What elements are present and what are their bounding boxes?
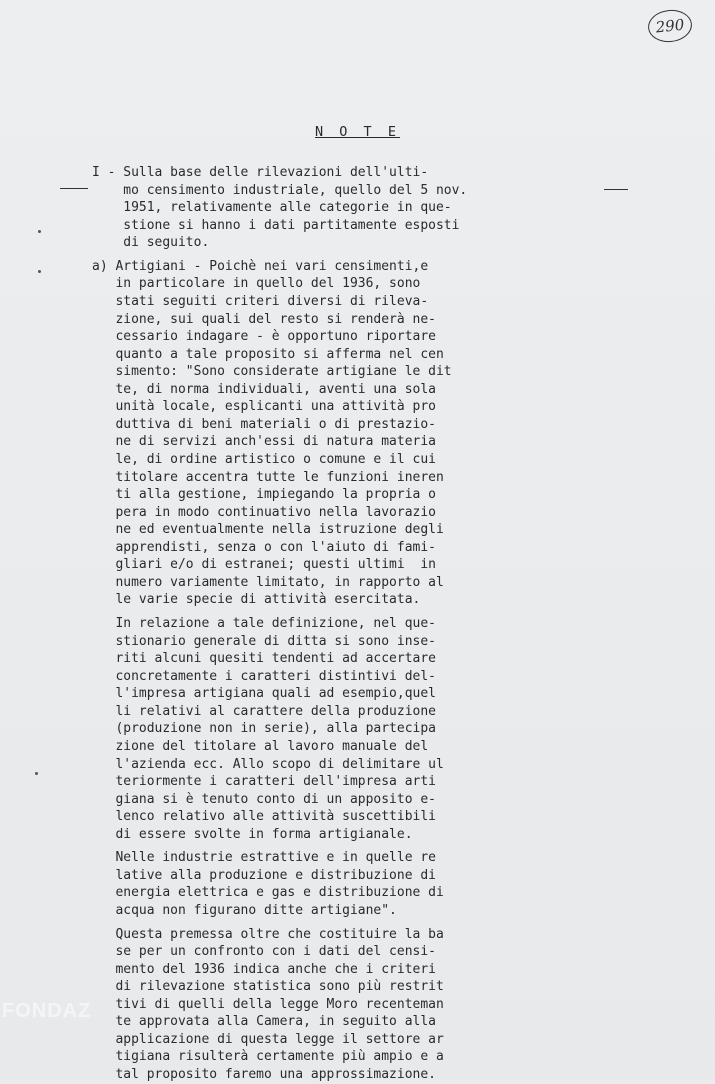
text-line: di rilevazione statistica sono più restrit xyxy=(92,979,444,995)
text-line: ne ed eventualmente nella istruzione degli xyxy=(92,522,444,538)
text-line: a) Artigiani - Poichè nei vari censimenti,e xyxy=(92,258,429,274)
text-line: simento: "Sono considerate artigiane le dit xyxy=(92,364,452,380)
text-line: teriormente i caratteri dell'impresa arti xyxy=(92,774,436,789)
text-line: lative alla produzione e distribuzione di xyxy=(92,867,436,883)
text-line: tivi di quelli della legge Moro recenteman xyxy=(92,996,444,1012)
page-number-stamp: 290 xyxy=(646,8,693,44)
text-line: apprendisti, senza o con l'aiuto di fami- xyxy=(92,539,436,555)
text-line: di essere svolte in forma artigianale. xyxy=(92,826,413,842)
text-line: tigiana risulterà certamente più ampio e a xyxy=(92,1049,444,1065)
margin-speck xyxy=(38,270,41,273)
text-line: I - Sulla base delle rilevazioni dell'ulti- xyxy=(92,165,429,180)
text-line: te approvata alla Camera, in seguito alla xyxy=(92,1014,436,1030)
page-title: N O T E xyxy=(315,124,400,140)
text-line: se per un confronto con i dati del censi- xyxy=(92,944,436,960)
text-line: stione si hanno i dati partitamente esposti xyxy=(92,217,460,233)
text-line: zione del titolare al lavoro manuale del xyxy=(92,738,429,754)
text-line: (produzione non in serie), alla partecipa xyxy=(92,721,436,737)
text-line: 1951, relativamente alle categorie in que- xyxy=(92,200,452,216)
text-line: Nelle industrie estrattive e in quelle re xyxy=(92,850,436,866)
right-margin-dash xyxy=(604,189,628,190)
text-line: ne di servizi anch'essi di natura materia xyxy=(92,434,436,450)
text-line: stati seguiti criteri diversi di rileva- xyxy=(92,293,429,309)
text-line: acqua non figurano ditte artigiane". xyxy=(92,903,397,918)
text-line: ti alla gestione, impiegando la propria o xyxy=(92,487,436,503)
text-line: applicazione di questa legge il settore ar xyxy=(92,1031,444,1047)
text-line: stionario generale di ditta si sono inse- xyxy=(92,633,436,649)
text-line: l'azienda ecc. Allo scopo di delimitare ul xyxy=(92,756,444,772)
text-line: tal proposito faremo una approssimazione. xyxy=(92,1067,436,1082)
text-line: in particolare in quello del 1936, sono xyxy=(92,276,421,292)
text-line: numero variamente limitato, in rapporto al xyxy=(92,574,444,590)
text-line: cessario indagare - è opportuno riportare xyxy=(92,329,436,344)
text-line: duttiva di beni materiali o di prestazio- xyxy=(92,416,436,432)
margin-speck xyxy=(38,230,41,233)
text-line: riti alcuni quesiti tendenti ad accertare xyxy=(92,651,436,667)
text-line: unità locale, esplicanti una attività pro xyxy=(92,399,436,415)
margin-speck xyxy=(35,772,38,775)
text-line: mento del 1936 indica anche che i criteri xyxy=(92,961,436,977)
text-line: quanto a tale proposito si afferma nel cen xyxy=(92,346,444,362)
text-line: In relazione a tale definizione, nel que- xyxy=(92,616,436,631)
left-margin-dash xyxy=(60,188,88,189)
text-line: pera in modo continuativo nella lavorazio xyxy=(92,504,436,520)
text-line: le varie specie di attività esercitata. xyxy=(92,592,421,608)
text-line: lenco relativo alle attività suscettibili xyxy=(92,809,436,825)
text-line: concretamente i caratteri distintivi del- xyxy=(92,668,436,684)
text-line: di seguito. xyxy=(92,235,210,251)
text-line: mo censimento industriale, quello del 5 nov. xyxy=(92,182,468,198)
text-line: li relativi al carattere della produzione xyxy=(92,703,436,719)
text-line: giana si è tenuto conto di un apposito e- xyxy=(92,791,436,807)
text-line: te, di norma individuali, aventi una sola xyxy=(92,381,436,397)
text-line: gliari e/o di estranei; questi ultimi in xyxy=(92,557,436,573)
text-line: titolare accentra tutte le funzioni ineren xyxy=(92,469,444,485)
text-line: zione, sui quali del resto si renderà ne- xyxy=(92,311,436,327)
text-line: l'impresa artigiana quali ad esempio,quel xyxy=(92,686,436,702)
text-line: energia elettrica e gas e distribuzione di xyxy=(92,885,444,901)
text-line: Questa premessa oltre che costituire la ba xyxy=(92,926,444,942)
watermark: FONDAZ xyxy=(2,1000,92,1022)
text-line: le, di ordine artistico o comune e il cui xyxy=(92,452,436,467)
